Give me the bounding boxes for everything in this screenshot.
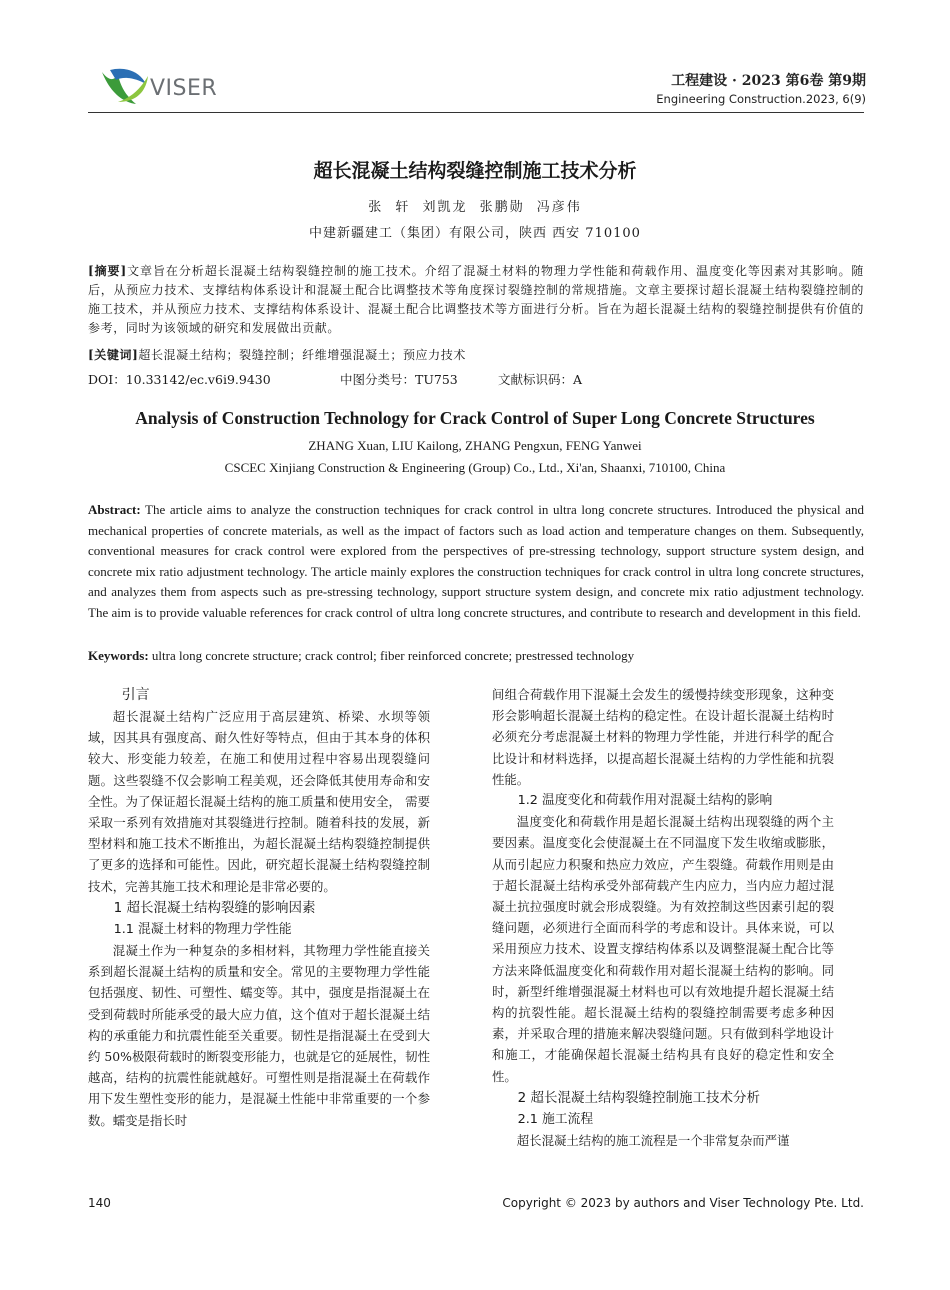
journal-title-en: Engineering Construction.2023, 6(9) — [656, 92, 866, 106]
abstract-en-label: Abstract: — [88, 502, 141, 517]
copyright: Copyright © 2023 by authors and Viser Technology Pte. Ltd. — [502, 1196, 864, 1210]
keywords-cn-text: 超长混凝土结构；裂缝控制；纤维增强混凝土；预应力技术 — [138, 348, 466, 362]
document-code: 文献标识码：A — [498, 372, 583, 387]
abstract-cn-label: [摘要] — [88, 264, 127, 278]
clc-number: 中图分类号：TU753 — [340, 372, 458, 387]
affiliation-en: CSCEC Xinjiang Construction & Engineering (Group) Co., Ltd., Xi'an, Shaanxi, 710100, China — [224, 460, 726, 475]
keywords-cn-label: [关键词] — [88, 348, 139, 362]
abstract-en — [88, 500, 864, 623]
body-column-right — [492, 684, 834, 1151]
section-2-1-heading: 2.1 施工流程 — [517, 1111, 594, 1127]
keywords-en-text: ultra long concrete structure; crack control; fiber reinforced concrete; prestressed technology — [148, 648, 635, 663]
section-1-heading: 1 超长混凝土结构裂缝的影响因素 — [113, 899, 316, 916]
page-number: 140 — [88, 1196, 111, 1210]
paper-title-cn: 超长混凝土结构裂缝控制施工技术分析 — [313, 160, 637, 182]
abstract-cn-text: 文章旨在分析超长混凝土结构裂缝控制的施工技术。介绍了混凝土材料的物理力学性能和荷载作用、温度变化等因素对其影响。随后，从预应力技术、支撑结构体系设计和混凝土配合比调整技术等角度探讨裂缝控制的常规措施。文章主要探讨超长混凝土结构裂缝控制的施工技术，并从预应力技术、支撑结构体系设计、混凝土配合比调整技术等方面进行分析。旨在为超长混凝土结构的裂缝控制提供有价值的参考，同时为该领域的研究和发展做出贡献。 — [88, 264, 864, 335]
affiliation-cn: 中建新疆建工（集团）有限公司，陕西 西安 710100 — [309, 226, 641, 241]
abstract-en-text: The article aims to analyze the construction techniques for crack control in ultra long concrete structures. Introduced the physical and mechanical properties of concrete materials, as well as the impact of factors such as load action and temperature changes on them. Subsequently, conventional measures for crack control were explored from the perspectives of pre-stressing technology, support structure system design, and concrete mix ratio adjustment technology. The article mainly explores the construction techniques for crack control in ultra long concrete structures, and analyzes them from aspects such as pre-stressing technology, support structure system design, and concrete mix ratio adjustment technology. The aim is to provide valuable references for crack control of ultra long concrete structures, and contribute to research and development in this field. — [88, 502, 864, 620]
body-column-left — [88, 684, 430, 1131]
section-2-1-paragraph: 超长混凝土结构的施工流程是一个非常复杂而严谨 — [516, 1133, 790, 1149]
doi[interactable]: DOI：10.33142/ec.v6i9.9430 — [88, 372, 271, 387]
journal-title-cn: 工程建设 · 2023 第6卷 第9期 — [671, 73, 866, 89]
keywords-en — [88, 646, 864, 667]
section-1-2-paragraph: 温度变化和荷载作用是超长混凝土结构出现裂缝的两个主要因素。温度变化会使混凝土在不同温度下发生收缩或膨胀，从而引起应力积聚和热应力效应，产生裂缝。荷载作用则是由于超长混凝土结构承受外部荷载产生内应力，当内应力超过混凝土抗拉强度时就会形成裂缝。为有效控制这些因素引起的裂缝问题，必须进行全面而科学的考虑和设计。具体来说，可以采用预应力技术、设置支撑结构体系以及调整混凝土配合比等方法来降低温度变化和荷载作用对超长混凝土结构的影响。同时，新型纤维增强混凝土材料也可以有效地提升超长混凝土结构的抗裂性能。超长混凝土结构的裂缝控制需要考虑多种因素，并采取合理的措施来解决裂缝问题。只有做到科学地设计和施工，才能确保超长混凝土结构具有良好的稳定性和安全性。 — [492, 814, 834, 1084]
paper-title-en: Analysis of Construction Technology for Crack Control of Super Long Concrete Structures — [135, 408, 815, 428]
authors-en: ZHANG Xuan, LIU Kailong, ZHANG Pengxun, FENG Yanwei — [308, 438, 642, 453]
section-1-1-paragraph-continued: 间组合荷载作用下混凝土会发生的缓慢持续变形现象，这种变形会影响超长混凝土结构的稳定性。在设计超长混凝土结构时必须充分考虑混凝土材料的物理力学性能，并进行科学的配合比设计和材料选择，以提高超长混凝土结构的力学性能和抗裂性能。 — [492, 687, 834, 787]
intro-paragraph: 超长混凝土结构广泛应用于高层建筑、桥梁、水坝等领域，因其具有强度高、耐久性好等特点，但由于其本身的体积较大、形变能力较差，在施工和使用过程中容易出现裂缝问题。这些裂缝不仅会影响工程美观，还会降低其使用寿命和安全性。为了保证超长混凝土结构的施工质量和使用安全， 需要采取一系列有效措施对其裂缝进行控制。随着科技的发展，新型材料和施工技术不断推出，为超长混凝土结构裂缝控制提供了更多的选择和可能性。因此，研究超长混凝土结构裂缝控制技术，完善其施工技术和理论是非常必要的。 — [88, 709, 430, 894]
header-divider — [88, 112, 864, 113]
keywords-en-label: Keywords: — [88, 648, 149, 663]
section-1-2-heading: 1.2 温度变化和荷载作用对混凝土结构的影响 — [517, 793, 773, 809]
intro-heading: 引言 — [121, 687, 150, 703]
abstract-cn — [88, 262, 864, 338]
section-2-heading: 2 超长混凝土结构裂缝控制施工技术分析 — [517, 1089, 761, 1106]
authors-cn: 张 轩 刘凯龙 张鹏勋 冯彦伟 — [368, 200, 582, 215]
section-1-1-paragraph: 混凝土作为一种复杂的多相材料，其物理力学性能直接关系到超长混凝土结构的质量和安全。常见的主要物理力学性能包括强度、韧性、可塑性、蠕变等。其中，强度是指混凝土在受到荷载时所能承受的最大应力值，这个值对于超长混凝土结构的承重能力和抗震性能至关重要。韧性是指混凝土在受到大约 50%极限荷载时的断裂变形能力，也就是它的延展性，韧性越高，结构的抗震性能就越好。可塑性则是指混凝土在荷载作用下发生塑性变形的能力，是混凝土性能中非常重要的一个参数。蠕变是指长时 — [88, 943, 430, 1128]
section-1-1-heading: 1.1 混凝土材料的物理力学性能 — [113, 921, 292, 937]
keywords-cn — [88, 346, 864, 365]
logo-text: VISER — [150, 76, 218, 101]
